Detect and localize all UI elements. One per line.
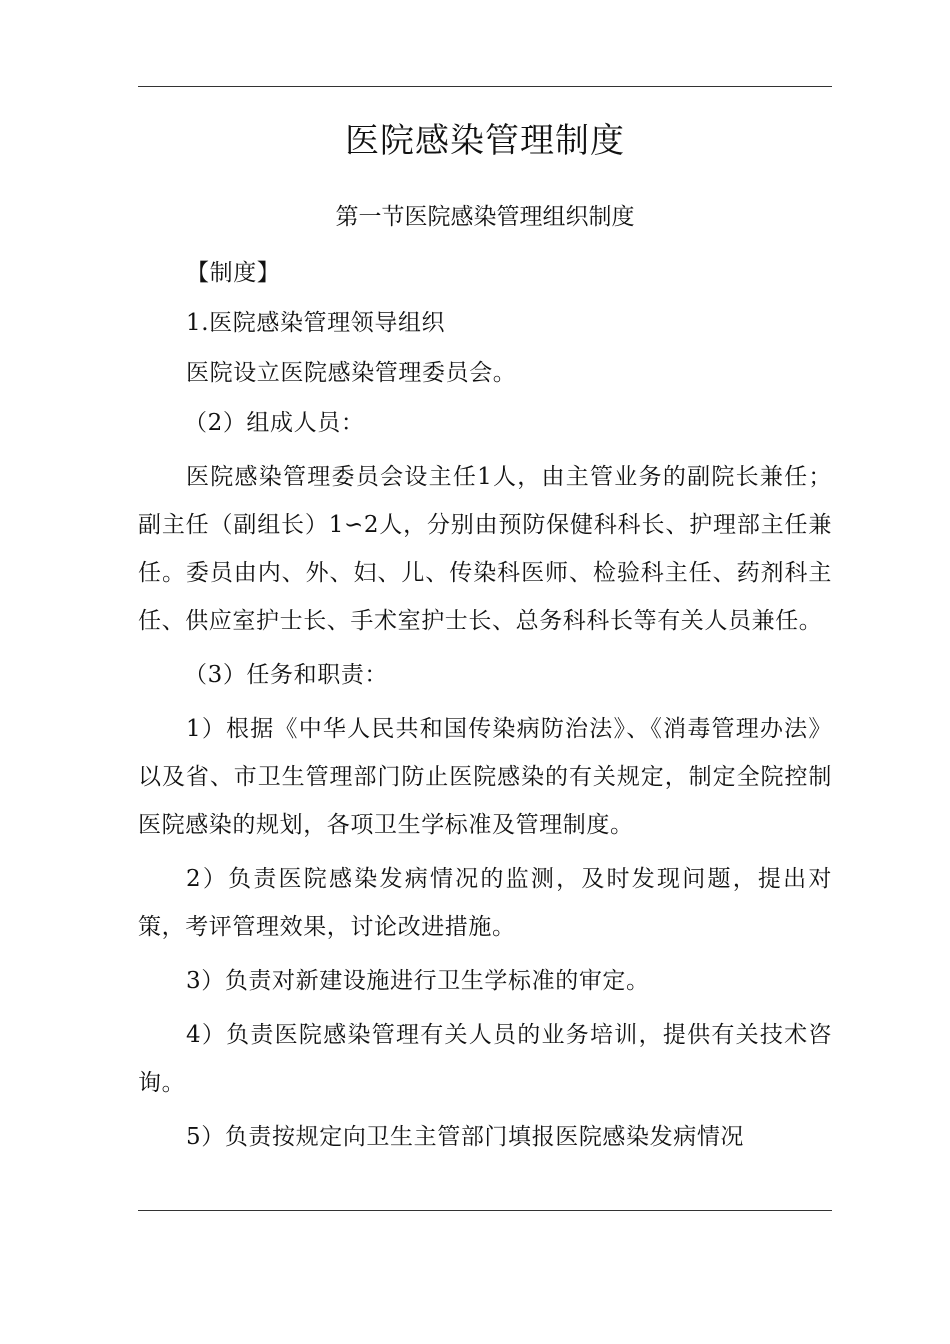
section-title: 第一节医院感染管理组织制度 — [335, 204, 635, 230]
paragraph-duty-4: 4）负责医院感染管理有关人员的业务培训，提供有关技术咨询。 — [138, 1022, 832, 1096]
paragraph-members: 医院感染管理委员会设主任1人，由主管业务的副院长兼任；副主任（副组长）1∽2人，分别由预防保健科科长、护理部主任兼任。委员由内、外、妇、儿、传染科医师、检验科主任、药剂科主任、供应室护士长、手术室护士长、总务科科长等有关人员兼任。 — [138, 464, 832, 634]
footer-rule — [138, 1210, 832, 1211]
paragraph-heading-members: （2）组成人员： — [184, 410, 365, 436]
paragraph-heading-duties: （3）任务和职责： — [184, 662, 389, 688]
document-body — [138, 110, 832, 1161]
paragraph-duty-1: 1）根据《中华人民共和国传染病防治法》、《消毒管理办法》以及省、市卫生管理部门防止医院感染的有关规定，制定全院控制医院感染的规划，各项卫生学标准及管理制度。 — [138, 716, 832, 838]
paragraph-duty-5: 5）负责按规定向卫生主管部门填报医院感染发病情况 — [186, 1124, 745, 1150]
paragraph-committee: 医院设立医院感染管理委员会。 — [186, 360, 517, 386]
paragraph-label-regulation: 【制度】 — [186, 260, 281, 286]
document-title: 医院感染管理制度 — [345, 121, 625, 161]
paragraph-duty-2: 2）负责医院感染发病情况的监测，及时发现问题，提出对策，考评管理效果，讨论改进措施。 — [138, 866, 832, 940]
paragraph-duty-3: 3）负责对新建设施进行卫生学标准的审定。 — [186, 968, 650, 994]
header-rule — [138, 86, 832, 87]
paragraph-heading-leadership: 1.医院感染管理领导组织 — [186, 310, 446, 336]
